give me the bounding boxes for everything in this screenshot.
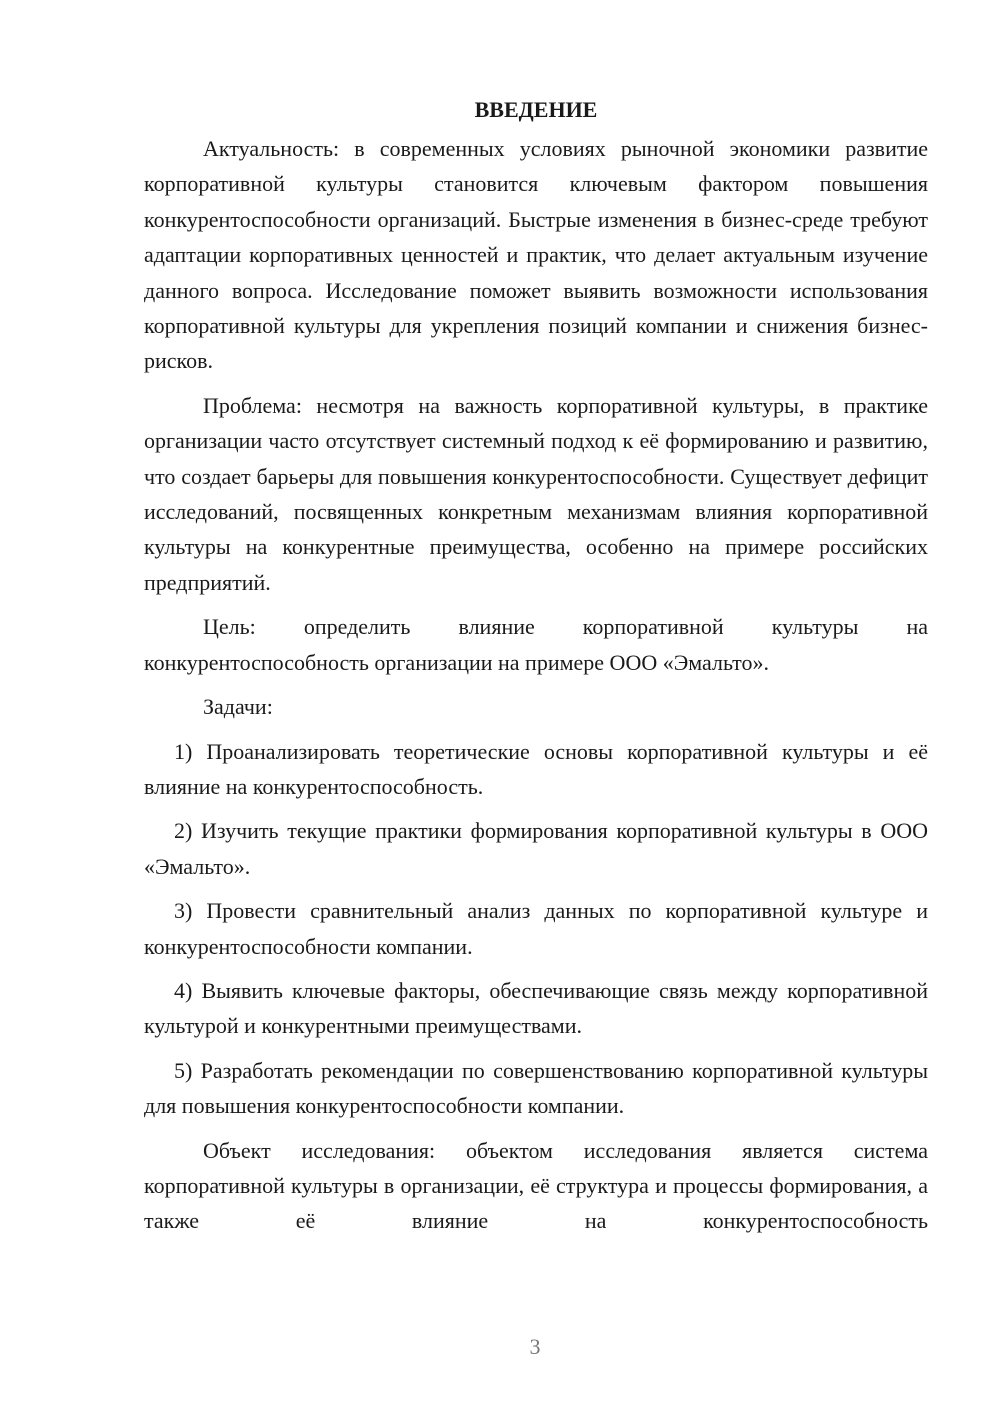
page-content <box>144 92 928 1239</box>
paragraph-tasks-heading: Задачи: <box>203 694 273 720</box>
task-item-1: 1) Проанализировать теоретические основы корпоративной культуры и её влияние на конкурентоспособность. <box>144 738 928 799</box>
paragraph-object: Объект исследования: объектом исследования является система корпоративной культуры в организации, её структура и процессы формирования, а также её влияние на конкурентоспособность <box>144 1137 928 1234</box>
task-item-2: 2) Изучить текущие практики формирования корпоративной культуры в ООО «Эмальто». <box>144 818 928 879</box>
task-item-4: 4) Выявить ключевые факторы, обеспечивающие связь между корпоративной культурой и конкурентными преимуществами. <box>144 977 928 1039</box>
paragraph-goal: Цель: определить влияние корпоративной культуры на конкурентоспособность организации на примере ООО «Эмальто». <box>144 614 928 675</box>
page-number: 3 <box>529 1334 541 1359</box>
task-item-3: 3) Провести сравнительный анализ данных по корпоративной культуре и конкурентоспособности компании. <box>144 898 928 959</box>
task-item-5: 5) Разработать рекомендации по совершенствованию корпоративной культуры для повышения конкурентоспособности компании. <box>144 1057 928 1119</box>
page-title: ВВЕДЕНИЕ <box>474 97 598 122</box>
paragraph-relevance: Актуальность: в современных условиях рыночной экономики развитие корпоративной культуры становится ключевым фактором повышения конкурентоспособности организаций. Быстрые изменения в бизнес-среде требуют адаптации корпоративных ценностей и практик, что делает актуальным изучение данного вопроса. Исследование поможет выявить возможности использования корпоративной культуры для укрепления позиций компании и снижения бизнес-рисков. <box>144 136 928 374</box>
paragraph-problem: Проблема: несмотря на важность корпоративной культуры, в практике организации часто отсутствует системный подход к её формированию и развитию, что создает барьеры для повышения конкурентоспособности. Существует дефицит исследований, посвященных конкретным механизмам влияния корпоративной культуры на конкурентные преимущества, особенно на примере российских предприятий. <box>144 392 928 595</box>
